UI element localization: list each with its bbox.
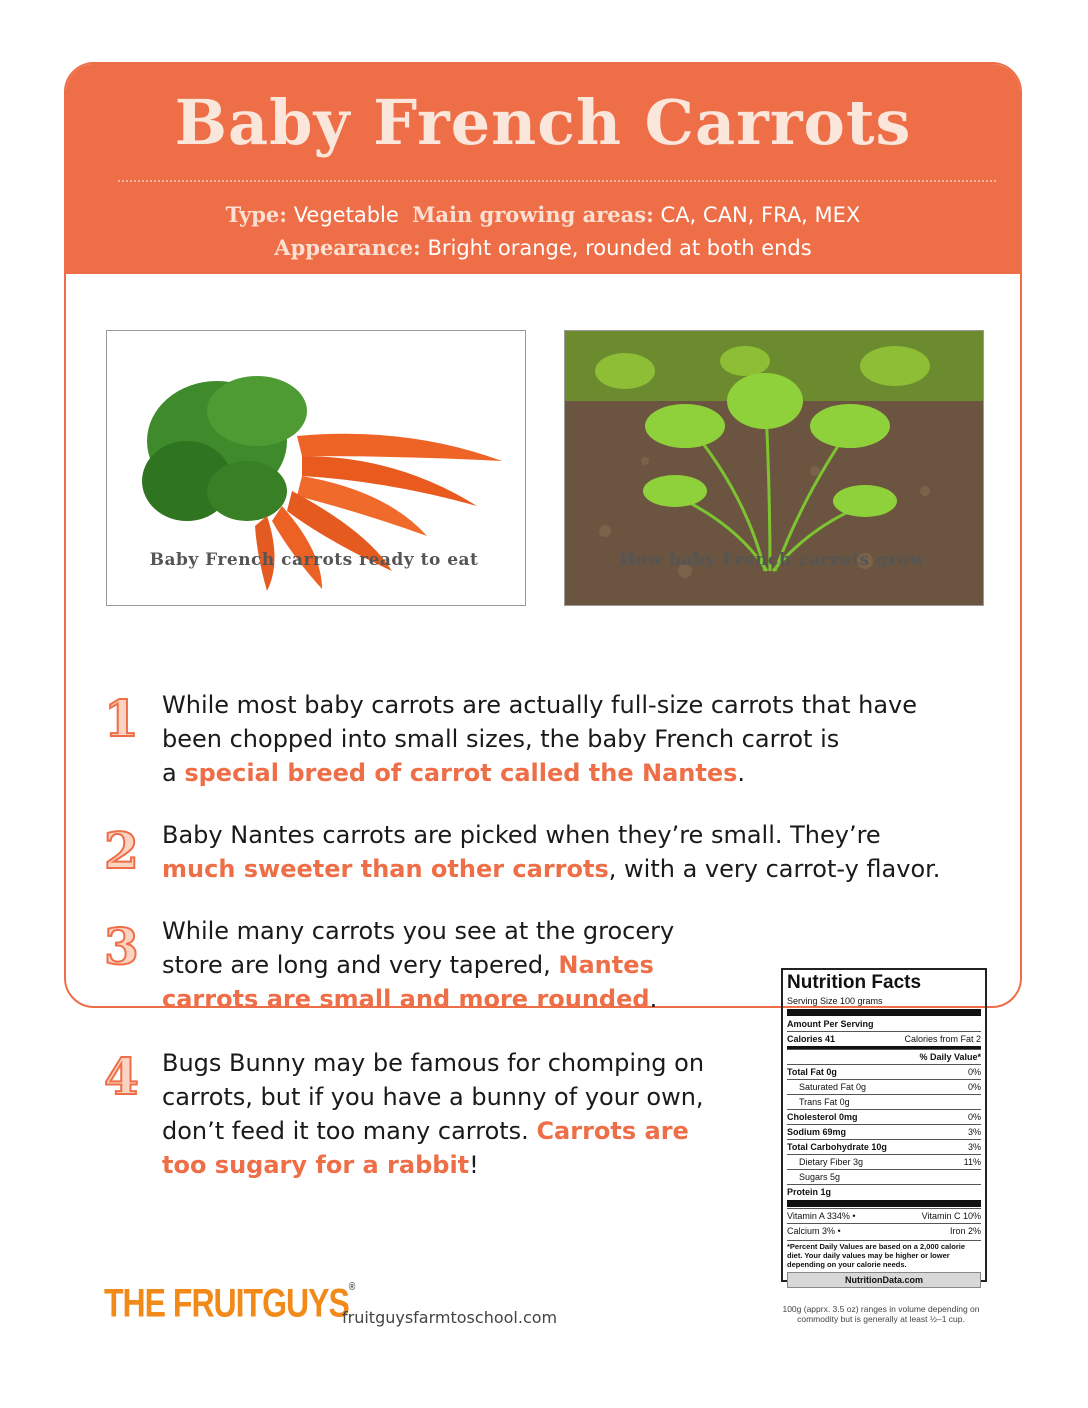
nutrient-row: Protein 1g: [787, 1184, 981, 1199]
areas-label: Main growing areas:: [412, 202, 654, 227]
fact-number-4: 4: [104, 1047, 139, 1106]
website-link[interactable]: fruitguysfarmtoschool.com: [342, 1308, 558, 1327]
amount-per-serving: Amount Per Serving: [787, 1019, 874, 1029]
nutrient-row: Sodium 69mg 3%: [787, 1124, 981, 1139]
fact-1-line-1: While most baby carrots are actually full-size carrots that have: [162, 691, 918, 719]
nutrient-rows: [787, 1064, 981, 1199]
fact-4-line-4: too sugary for a rabbit!: [162, 1151, 479, 1179]
fact-4-line-2: carrots, but if you have a bunny of your own,: [162, 1083, 704, 1111]
nutrient-row: Trans Fat 0g: [787, 1094, 981, 1109]
fact-number-2: 2: [104, 821, 139, 880]
nutrition-divider: [787, 1009, 981, 1016]
meta-line-1: [66, 202, 1020, 227]
calories-row: Calories 41 Calories from Fat 2: [787, 1031, 981, 1046]
fact-2-line-1: Baby Nantes carrots are picked when they’re small. They’re: [162, 821, 881, 849]
fact-3-line-1: While many carrots you see at the grocery: [162, 917, 675, 945]
nutrient-row: Dietary Fiber 3g 11%: [787, 1154, 981, 1169]
fact-1-highlight: special breed of carrot called the Nantes: [184, 759, 738, 787]
nutrient-row: Sugars 5g: [787, 1169, 981, 1184]
fact-2-line-2: much sweeter than other carrots, with a very carrot-y flavor.: [162, 855, 941, 883]
nutrient-row: Total Fat 0g 0%: [787, 1064, 981, 1079]
photo-caption-2: How baby French carrots grow: [619, 550, 925, 570]
nutrition-title: Nutrition Facts: [787, 972, 922, 993]
photo-caption-1: Baby French carrots ready to eat: [149, 550, 479, 570]
meta-line-2: [66, 235, 1020, 260]
fruitguys-logo: THE FRUITGUYS®: [104, 1280, 355, 1325]
fact-number-1: 1: [104, 689, 139, 748]
page-title: Baby French Carrots: [174, 86, 912, 159]
fact-3: [162, 914, 674, 1016]
header-divider: [118, 180, 996, 182]
fact-4: [162, 1046, 704, 1182]
type-value: Vegetable: [293, 203, 399, 227]
fact-3-highlight: carrots are small and more rounded: [162, 985, 650, 1013]
nutrition-divider: [787, 1200, 981, 1207]
serving-note: 100g (apprx. 3.5 oz) ranges in volume depending on commodity but is generally at least ½–1 cup.: [782, 1304, 980, 1324]
mineral-row: Calcium 3% • Iron 2%: [787, 1223, 981, 1238]
fact-4-line-3: don’t feed it too many carrots. Carrots are: [162, 1117, 689, 1145]
areas-value: CA, CAN, FRA, MEX: [660, 203, 861, 227]
daily-value-header: % Daily Value*: [787, 1049, 981, 1064]
type-label: Type:: [225, 202, 287, 227]
nutrient-row: Saturated Fat 0g 0%: [787, 1079, 981, 1094]
fact-1-line-2: been chopped into small sizes, the baby French carrot is: [162, 725, 840, 753]
fact-1: [162, 688, 917, 790]
fact-number-3: 3: [104, 917, 139, 976]
fact-1-line-3: a special breed of carrot called the Nantes.: [162, 759, 746, 787]
appearance-value: Bright orange, rounded at both ends: [427, 236, 812, 260]
fact-2-highlight: much sweeter than other carrots: [162, 855, 609, 883]
vitamin-row: Vitamin A 334% • Vitamin C 10%: [787, 1208, 981, 1223]
nutrition-facts-panel: [781, 968, 987, 1285]
fact-3-line-2: store are long and very tapered, Nantes: [162, 951, 654, 979]
nutrition-footnote: *Percent Daily Values are based on a 2,000 calorie diet. Your daily values may be higher or lower depending on your calorie needs.: [787, 1240, 981, 1269]
nutrient-row: Cholesterol 0mg 0%: [787, 1109, 981, 1124]
fact-3-line-3: carrots are small and more rounded.: [162, 985, 658, 1013]
appearance-label: Appearance:: [274, 235, 421, 260]
fact-2: [162, 818, 940, 886]
serving-size: Serving Size 100 grams: [787, 996, 883, 1006]
nutrition-source: NutritionData.com: [787, 1272, 981, 1288]
nutrient-row: Total Carbohydrate 10g 3%: [787, 1139, 981, 1154]
fact-4-line-1: Bugs Bunny may be famous for chomping on: [162, 1049, 705, 1077]
header-banner: [66, 64, 1020, 274]
fact-4-highlight: too sugary for a rabbit: [162, 1151, 470, 1179]
